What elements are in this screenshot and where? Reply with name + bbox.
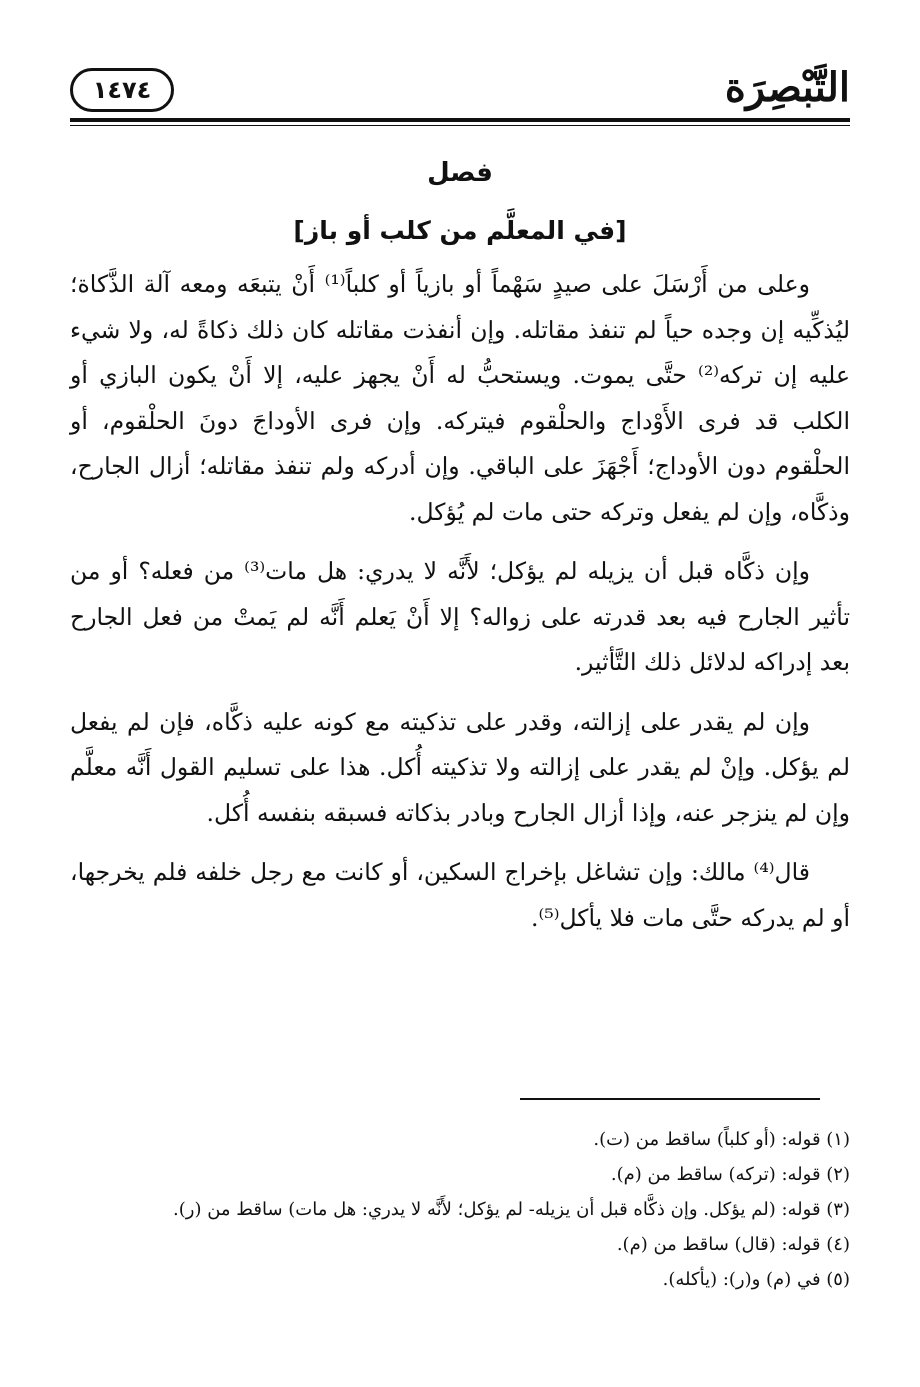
paragraph-3: وإن لم يقدر على إزالته، وقدر على تذكيته مع كونه عليه ذكَّاه، فإن لم يفعل لم يؤكل. وإنْ لم يقدر على إزالته ولا تذكيته أُكل. هذا على تسليم القول أَنَّه معلَّم وإن لم ينزجر عنه، وإذا أزال الجارح وبادر بذكاته فسبقه بنفسه أُكل. [70, 707, 850, 827]
body-text [70, 262, 850, 941]
footnote-1: (١) قوله: (أو كلباً) ساقط من (ت). [593, 1129, 850, 1150]
paragraph-2: وإن ذكَّاه قبل أن يزيله لم يؤكل؛ لأَنَّه لا يدري: هل مات⁽³⁾ من فعله؟ أو من تأثير الجارح فيه بعد قدرته على زواله؟ إلا أَنْ يَعلم أَنَّه لم يَمتْ من فعل الجارح بعد إدراكه لدلائل ذلك التَّأثير. [70, 557, 850, 676]
page-number-badge: ١٤٧٤ [70, 68, 174, 112]
footnote-4: (٤) قوله: (قال) ساقط من (م). [616, 1234, 850, 1255]
footnotes [70, 1122, 850, 1297]
paragraph-1: وعلى من أَرْسَلَ على صيدٍ سَهْماً أو بازياً أو كلباً⁽¹⁾ أَنْ يتبعَه ومعه آلة الذَّكاة؛ ليُذكِّيه إن وجده حياً لم تنفذ مقاتله. وإن أنفذت مقاتله كان ذلك ذكاةً له، ولا شيء عليه إن تركه⁽²⁾ حتَّى يموت. ويستحبُّ له أَنْ يجهز عليه، إلا أَنْ يكون البازي أو الكلب قد فرى الأَوْداج والحلْقوم فيتركه. وإن فرى الأوداجَ دونَ الحلْقوم، أو الحلْقوم دون الأوداج؛ أَجْهَزَ على الباقي. وإن أدركه ولم تنفذ مقاتله؛ أزال الجارح، وذكَّاه، وإن لم يفعل وتركه حتى مات لم يُؤكل. [70, 270, 850, 526]
footnote-3: (٣) قوله: (لم يؤكل. وإن ذكَّاه قبل أن يزيله- لم يؤكل؛ لأَنَّه لا يدري: هل مات) ساقط من (ر). [173, 1199, 850, 1220]
header-rule-thin [70, 125, 850, 126]
paragraph-4: قال⁽⁴⁾ مالك: وإن تشاغل بإخراج السكين، أو كانت مع رجل خلفه فلم يخرجها، أو لم يدركه حتَّى مات فلا يأكل⁽⁵⁾. [70, 858, 850, 932]
section-heading: فصل [427, 158, 493, 188]
footnote-2: (٢) قوله: (تركه) ساقط من (م). [610, 1164, 850, 1185]
section-subheading: [في المعلَّم من كلب أو باز] [293, 216, 627, 245]
page-header [70, 58, 850, 128]
header-rule-thick [70, 118, 850, 122]
footnote-separator [520, 1098, 820, 1100]
footnote-5: (٥) في (م) و(ر): (يأكله). [662, 1269, 850, 1290]
book-title: التَّبْصِرَة [724, 64, 850, 111]
